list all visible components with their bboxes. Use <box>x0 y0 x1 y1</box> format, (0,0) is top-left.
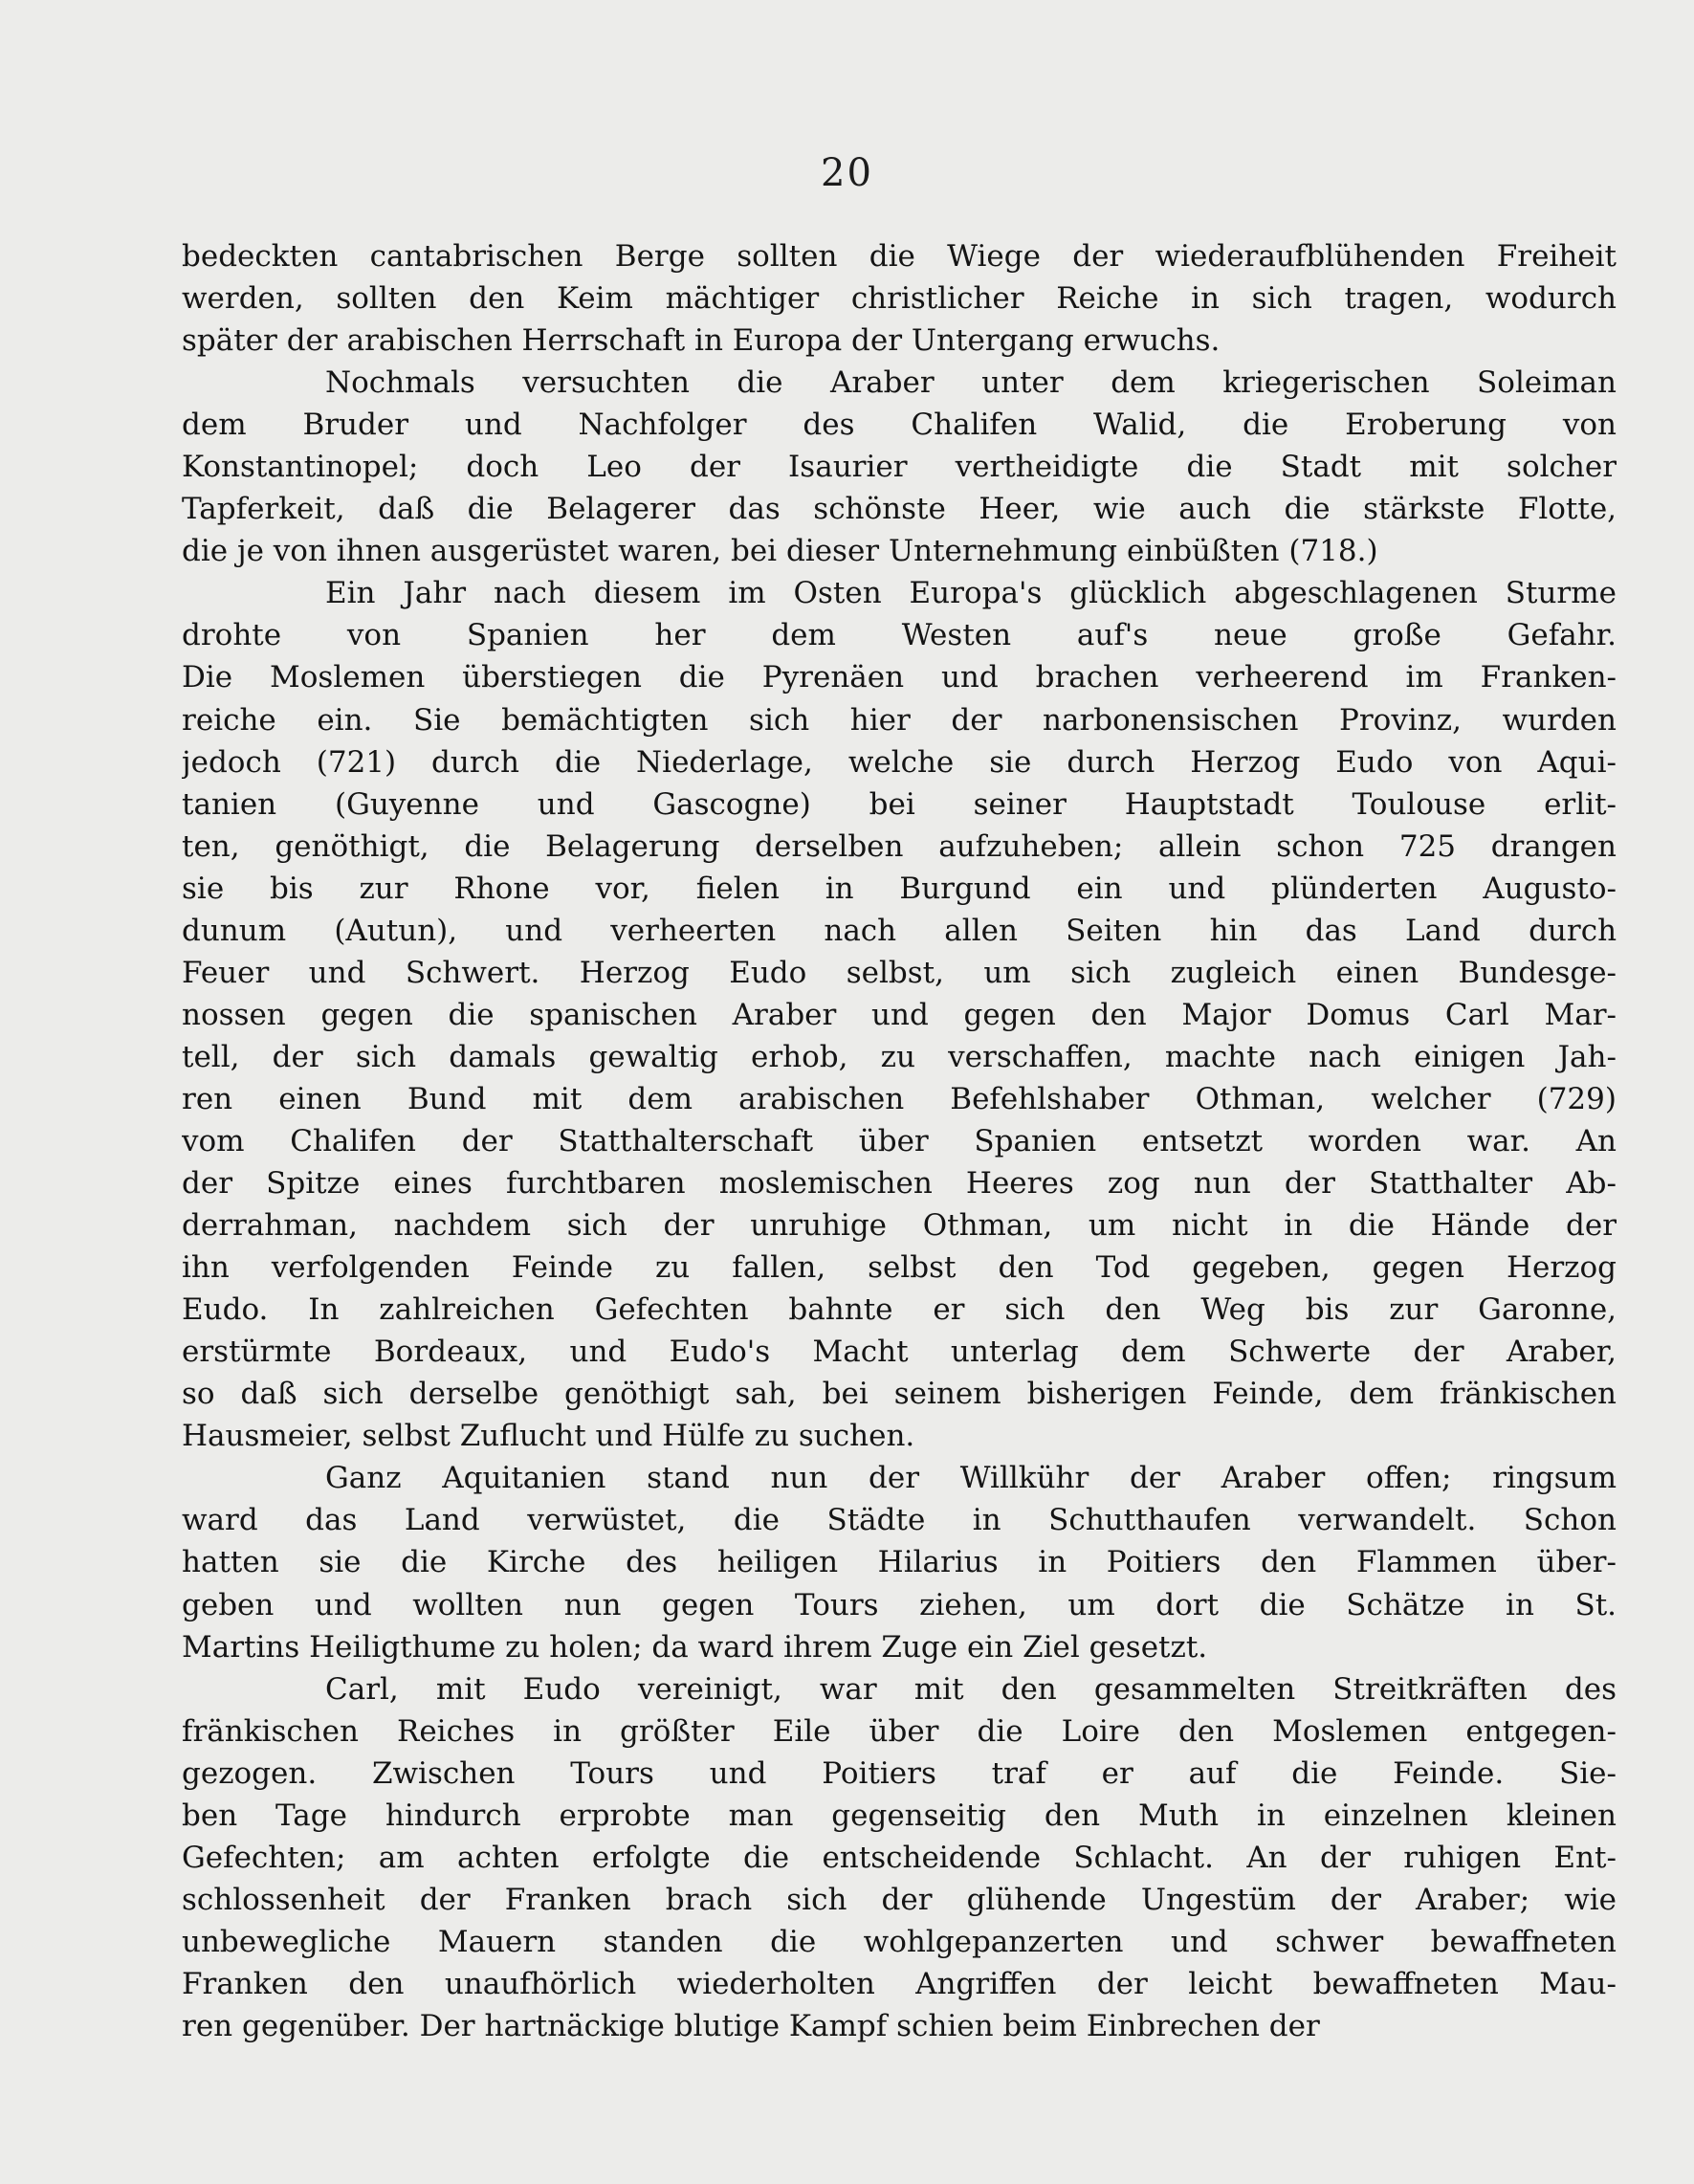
text-line: ren gegenüber. Der hartnäckige blutige Kampf schien beim Einbrechen der <box>182 2008 1320 2043</box>
text-line: Gefechten; am achten erfolgte die entscheidende Schlacht. An der ruhigen Ent- <box>182 1840 1617 1875</box>
text-line: tell, der sich damals gewaltig erhob, zu verschaffen, machte nach einigen Jah- <box>182 1039 1617 1074</box>
text-line: hatten sie die Kirche des heiligen Hilarius in Poitiers den Flammen über- <box>182 1545 1617 1580</box>
text-line: sie bis zur Rhone vor, fielen in Burgund ein und plünderten Augusto- <box>182 871 1617 906</box>
body-text <box>182 235 1617 2047</box>
text-line: die je von ihnen ausgerüstet waren, bei dieser Unternehmung einbüßten (718.) <box>182 534 1378 569</box>
text-line: drohte von Spanien her dem Westen auf's neue große Gefahr. <box>182 618 1617 653</box>
text-line: Konstantinopel; doch Leo der Isaurier vertheidigte die Stadt mit solcher <box>182 450 1617 485</box>
text-line: Hausmeier, selbst Zuflucht und Hülfe zu suchen. <box>182 1419 915 1454</box>
text-line: reiche ein. Sie bemächtigten sich hier der narbonensischen Provinz, wurden <box>182 702 1617 738</box>
text-line: später der arabischen Herrschaft in Europa der Untergang erwuchs. <box>182 323 1221 359</box>
text-line: so daß sich derselbe genöthigt sah, bei seinem bisherigen Feinde, dem fränkischen <box>182 1377 1617 1412</box>
text-line: Tapferkeit, daß die Belagerer das schönste Heer, wie auch die stärkste Flotte, <box>182 492 1617 527</box>
text-line: der Spitze eines furchtbaren moslemischen Heeres zog nun der Statthalter Ab- <box>182 1166 1617 1202</box>
text-line: Franken den unaufhörlich wiederholten Angriffen der leicht bewaffneten Mau- <box>182 1966 1617 2001</box>
text-line: ihn verfolgenden Feinde zu fallen, selbst den Tod gegeben, gegen Herzog <box>182 1250 1617 1286</box>
text-line: ren einen Bund mit dem arabischen Befehlshaber Othman, welcher (729) <box>182 1081 1617 1116</box>
text-line: tanien (Guyenne und Gascogne) bei seiner Hauptstadt Toulouse erlit- <box>182 786 1617 822</box>
text-line: Nochmals versuchten die Araber unter dem kriegerischen Soleiman <box>325 365 1617 401</box>
text-line: fränkischen Reiches in größter Eile über die Loire den Moslemen entgegen- <box>182 1713 1617 1749</box>
text-line: dem Bruder und Nachfolger des Chalifen Walid, die Eroberung von <box>182 408 1617 443</box>
text-line: Martins Heiligthume zu holen; da ward ihrem Zuge ein Ziel gesetzt. <box>182 1629 1208 1665</box>
text-line: ben Tage hindurch erprobte man gegenseitig den Muth in einzelnen kleinen <box>182 1798 1617 1833</box>
text-line: werden, sollten den Keim mächtiger christlicher Reiche in sich tragen, wodurch <box>182 281 1617 317</box>
text-line: derrahman, nachdem sich der unruhige Othman, um nicht in die Hände der <box>182 1208 1617 1244</box>
page-number: 20 <box>821 151 873 195</box>
text-line: vom Chalifen der Statthalterschaft über Spanien entsetzt worden war. An <box>182 1123 1617 1158</box>
text-line: erstürmte Bordeaux, und Eudo's Macht unterlag dem Schwerte der Araber, <box>182 1335 1617 1370</box>
text-line: schlossenheit der Franken brach sich der glühende Ungestüm der Araber; wie <box>182 1882 1617 1917</box>
text-line: bedeckten cantabrischen Berge sollten die Wiege der wiederaufblühenden Freiheit <box>182 239 1617 274</box>
text-line: Die Moslemen überstiegen die Pyrenäen und brachen verheerend im Franken- <box>182 660 1617 695</box>
text-line: dunum (Autun), und verheerten nach allen Seiten hin das Land durch <box>182 913 1617 948</box>
text-line: Feuer und Schwert. Herzog Eudo selbst, um sich zugleich einen Bundesge- <box>182 955 1617 990</box>
text-line: Ein Jahr nach diesem im Osten Europa's glücklich abgeschlagenen Sturme <box>325 576 1617 611</box>
text-line: jedoch (721) durch die Niederlage, welche sie durch Herzog Eudo von Aqui- <box>182 744 1617 780</box>
text-line: Carl, mit Eudo vereinigt, war mit den gesammelten Streitkräften des <box>325 1671 1617 1707</box>
text-line: Eudo. In zahlreichen Gefechten bahnte er sich den Weg bis zur Garonne, <box>182 1292 1617 1328</box>
text-line: geben und wollten nun gegen Tours ziehen, um dort die Schätze in St. <box>182 1587 1617 1622</box>
text-line: ward das Land verwüstet, die Städte in Schutthaufen verwandelt. Schon <box>182 1503 1617 1538</box>
text-line: nossen gegen die spanischen Araber und gegen den Major Domus Carl Mar- <box>182 997 1617 1032</box>
text-line: gezogen. Zwischen Tours und Poitiers traf er auf die Feinde. Sie- <box>182 1755 1617 1791</box>
text-line: unbewegliche Mauern standen die wohlgepanzerten und schwer bewaffneten <box>182 1924 1617 1959</box>
text-line: Ganz Aquitanien stand nun der Willkühr der Araber offen; ringsum <box>325 1461 1617 1496</box>
text-line: ten, genöthigt, die Belagerung derselben aufzuheben; allein schon 725 drangen <box>182 828 1617 864</box>
